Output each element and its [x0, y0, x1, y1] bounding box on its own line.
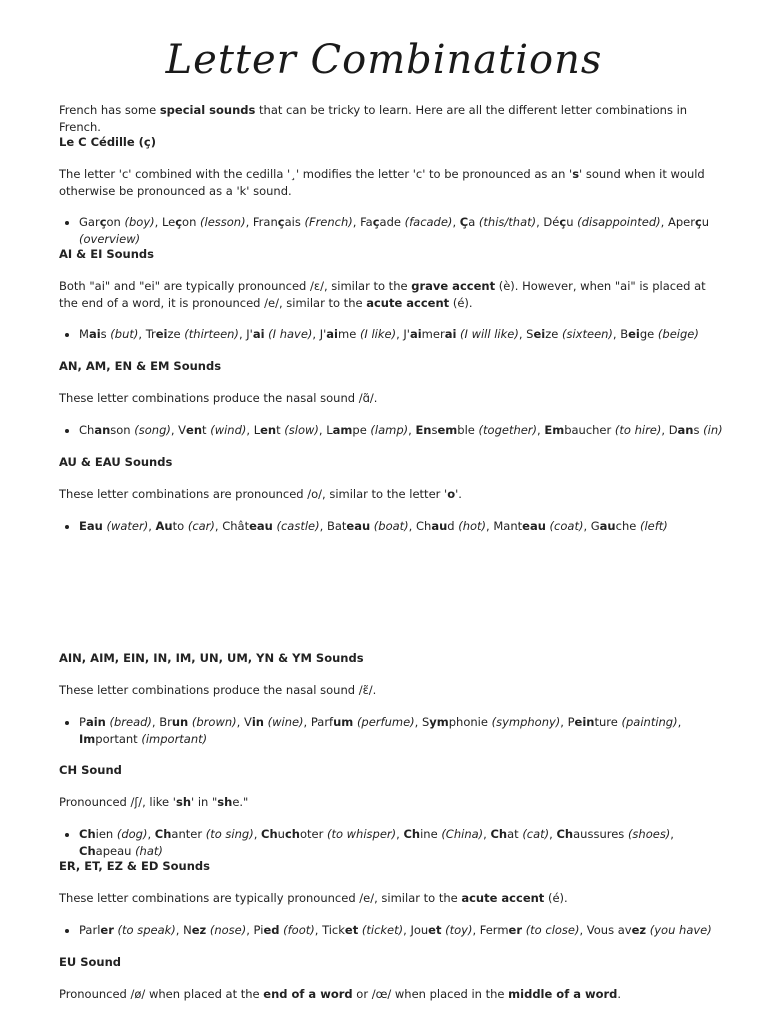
intro-text-end: that can be tricky to learn. Here are all the different letter combinations in French.	[59, 103, 688, 134]
text-segment: u	[277, 827, 285, 841]
text-segment: ture	[594, 715, 618, 729]
french-word	[254, 423, 281, 437]
translation: (to close)	[525, 923, 580, 937]
emphasis-text: ym	[429, 715, 449, 729]
translation: (beige)	[657, 327, 699, 341]
emphasis-text: et	[344, 923, 359, 937]
emphasis-text: ch	[284, 827, 300, 841]
emphasis-text: s	[572, 167, 580, 181]
translation: (painting)	[621, 715, 678, 729]
text-segment: Ch	[415, 519, 432, 533]
french-word	[490, 827, 518, 841]
emphasis-text: sh	[175, 795, 192, 809]
translation: (hot)	[458, 519, 487, 533]
text-segment: S	[421, 715, 430, 729]
examples-list	[59, 714, 729, 748]
french-word	[480, 923, 522, 937]
french-word	[322, 923, 358, 937]
text-segment: phonie	[448, 715, 488, 729]
text-segment: Gar	[79, 215, 100, 229]
text-segment: anter	[171, 827, 203, 841]
french-word	[327, 519, 370, 533]
text-segment: ze	[167, 327, 181, 341]
emphasis-text: ç	[694, 215, 702, 229]
emphasis-text: an	[677, 423, 694, 437]
emphasis-text: ei	[533, 327, 546, 341]
section-heading: CH Sound	[59, 763, 122, 777]
text-segment: These letter combinations produce the nasal sound /ɛ̃/.	[59, 683, 377, 697]
emphasis-text: er	[100, 923, 114, 937]
text-segment: Fran	[252, 215, 278, 229]
french-word	[79, 923, 114, 937]
emphasis-text: Au	[155, 519, 173, 533]
french-word	[568, 715, 618, 729]
text-segment: Vous av	[586, 923, 632, 937]
section-description	[59, 390, 709, 407]
emphasis-text: Ch	[403, 827, 421, 841]
emphasis-text: en	[260, 423, 277, 437]
section-heading: AU & EAU Sounds	[59, 455, 173, 469]
text-segment: (é).	[544, 891, 568, 905]
text-segment: at	[507, 827, 519, 841]
emphasis-text: Im	[79, 732, 96, 746]
text-segment: L	[253, 423, 261, 437]
text-segment: pe	[352, 423, 367, 437]
emphasis-text: ai	[252, 327, 265, 341]
emphasis-text: ein	[574, 715, 595, 729]
french-word	[159, 715, 188, 729]
emphasis-text: ç	[175, 215, 183, 229]
translation: (nose)	[209, 923, 247, 937]
emphasis-text: Ç	[459, 215, 469, 229]
french-word	[415, 423, 474, 437]
french-word	[320, 327, 357, 341]
text-segment: d	[447, 519, 455, 533]
text-segment: Le	[161, 215, 176, 229]
emphasis-text: Ch	[490, 827, 508, 841]
translation: (coat)	[549, 519, 584, 533]
text-segment: Fa	[360, 215, 373, 229]
translation: (boat)	[373, 519, 409, 533]
text-segment: ' sound when it would otherwise be pronounced as a 'k' sound.	[59, 167, 705, 198]
translation: (lamp)	[370, 423, 409, 437]
french-word	[79, 327, 107, 341]
translation: (foot)	[283, 923, 315, 937]
french-word	[79, 715, 106, 729]
french-word	[556, 827, 624, 841]
translation: (slow)	[284, 423, 319, 437]
text-segment: Ferm	[479, 923, 509, 937]
text-segment: M	[79, 327, 89, 341]
text-segment: L	[326, 423, 333, 437]
translation: (toy)	[445, 923, 473, 937]
emphasis-text: sh	[217, 795, 233, 809]
translation: (ticket)	[361, 923, 404, 937]
text-segment: Tick	[322, 923, 345, 937]
text-segment: Bat	[326, 519, 347, 533]
french-word	[222, 519, 273, 533]
text-segment: The letter 'c' combined with the cedilla '¸' modifies the letter 'c' to be pronounced as an '	[59, 167, 573, 181]
french-word	[254, 923, 280, 937]
text-segment: P	[79, 715, 86, 729]
emphasis-text: eau	[249, 519, 273, 533]
section-description	[59, 278, 709, 312]
french-word	[183, 923, 206, 937]
text-segment: a	[468, 215, 476, 229]
emphasis-text: Eau	[79, 519, 103, 533]
french-word	[79, 519, 103, 533]
text-segment: Aper	[667, 215, 695, 229]
french-word	[403, 827, 437, 841]
text-segment: me	[338, 327, 357, 341]
text-segment: (é).	[449, 296, 473, 310]
text-segment: t	[276, 423, 281, 437]
french-word	[79, 732, 138, 746]
section-heading: ER, ET, EZ & ED Sounds	[59, 859, 210, 873]
section-description	[59, 486, 709, 503]
translation: (dog)	[116, 827, 148, 841]
translation: (bread)	[109, 715, 152, 729]
emphasis-text: ai	[409, 327, 422, 341]
emphasis-text: end of a word	[263, 987, 353, 1001]
text-segment: u	[701, 215, 710, 229]
text-segment: Pronounced /ʃ/, like '	[59, 795, 176, 809]
translation: (left)	[639, 519, 668, 533]
emphasis-text: ez	[191, 923, 207, 937]
list-item: • Parler (to speak), Nez (nose), Pied (foot), Ticket (ticket), Jouet (toy), Fermer (to close), Vous avez (you have)	[79, 922, 729, 939]
text-segment: s	[431, 423, 438, 437]
emphasis-text: ed	[263, 923, 280, 937]
french-word	[668, 215, 709, 229]
examples-list	[59, 518, 729, 535]
french-word	[261, 827, 323, 841]
emphasis-text: in	[251, 715, 264, 729]
emphasis-text: ç	[372, 215, 380, 229]
text-segment: Chât	[222, 519, 250, 533]
translation: (boy)	[124, 215, 155, 229]
text-segment: s	[693, 423, 700, 437]
emphasis-text: ei	[155, 327, 168, 341]
section-heading: AN, AM, EN & EM Sounds	[59, 359, 222, 373]
french-word	[669, 423, 700, 437]
translation: (overview)	[79, 232, 141, 246]
emphasis-text: er	[508, 923, 523, 937]
text-segment: on	[182, 215, 197, 229]
text-segment: ine	[420, 827, 438, 841]
french-word	[587, 923, 646, 937]
section-description	[59, 682, 709, 699]
text-segment: Br	[159, 715, 172, 729]
text-segment: These letter combinations are pronounced /o/, similar to the letter '	[59, 487, 448, 501]
text-segment: to	[172, 519, 185, 533]
text-segment: ' in "	[191, 795, 218, 809]
emphasis-text: ai	[326, 327, 338, 341]
intro-text: French has some	[59, 103, 160, 117]
french-word	[544, 423, 611, 437]
french-word	[543, 215, 573, 229]
text-segment: on	[106, 215, 121, 229]
list-item: • Chanson (song), Vent (wind), Lent (slow), Lampe (lamp), Ensemble (together), Embaucher (to hire), Dans (in)	[79, 422, 729, 439]
text-segment: che	[615, 519, 637, 533]
text-segment: G	[590, 519, 600, 533]
list-item: • Chien (dog), Chanter (to sing), Chuchoter (to whisper), Chine (China), Chat (cat), Chaussures (shoes), Chapeau (hat)	[79, 826, 729, 860]
text-segment: ge	[639, 327, 655, 341]
translation: (thirteen)	[184, 327, 239, 341]
french-word	[360, 215, 401, 229]
translation: (song)	[134, 423, 171, 437]
emphasis-text: Ch	[261, 827, 278, 841]
translation: (this/that)	[478, 215, 537, 229]
translation: (castle)	[276, 519, 320, 533]
emphasis-text: Ch	[556, 827, 574, 841]
text-segment: baucher	[564, 423, 612, 437]
french-word	[79, 827, 113, 841]
text-segment: oter	[299, 827, 324, 841]
translation: (China)	[441, 827, 484, 841]
emphasis-text: Em	[544, 423, 565, 437]
emphasis-text: grave accent	[411, 279, 496, 293]
examples-list	[59, 214, 729, 248]
text-segment: Mant	[493, 519, 523, 533]
emphasis-text: au	[431, 519, 448, 533]
text-segment: Pi	[253, 923, 264, 937]
text-segment: J'	[246, 327, 253, 341]
emphasis-text: ei	[628, 327, 640, 341]
french-word	[591, 519, 637, 533]
translation: (to hire)	[614, 423, 662, 437]
french-word	[146, 327, 181, 341]
text-segment: Jou	[410, 923, 429, 937]
french-word	[162, 215, 196, 229]
emphasis-text: ai	[88, 327, 101, 341]
text-segment: Tr	[145, 327, 156, 341]
french-word	[155, 827, 202, 841]
text-segment: V	[178, 423, 187, 437]
text-segment: Pronounced /ø/ when placed at the	[59, 987, 264, 1001]
text-segment: or /œ/ when placed in the	[352, 987, 509, 1001]
french-word	[178, 423, 206, 437]
intro-bold-text: special sounds	[159, 103, 256, 117]
text-segment: Both "ai" and "ei" are typically pronounced /ɛ/, similar to the	[59, 279, 412, 293]
list-item: • Eau (water), Auto (car), Château (castle), Bateau (boat), Chaud (hot), Manteau (coat), Gauche (left)	[79, 518, 729, 535]
translation: (French)	[304, 215, 353, 229]
french-word	[246, 327, 264, 341]
examples-list	[59, 922, 729, 939]
translation: (symphony)	[491, 715, 561, 729]
translation: (shoes)	[627, 827, 671, 841]
text-segment: Parf	[310, 715, 334, 729]
emphasis-text: Ch	[154, 827, 172, 841]
text-segment: N	[183, 923, 192, 937]
translation: (I will like)	[460, 327, 519, 341]
french-word	[460, 215, 476, 229]
translation: (brown)	[191, 715, 237, 729]
list-item: • Garçon (boy), Leçon (lesson), Français (French), Façade (facade), Ça (this/that), Déçu (disappointed), Aperçu (overview)	[79, 214, 729, 248]
emphasis-text: acute accent	[366, 296, 450, 310]
french-word	[79, 215, 121, 229]
translation: (together)	[478, 423, 538, 437]
translation: (to whisper)	[326, 827, 397, 841]
examples-list	[59, 326, 729, 343]
translation: (car)	[187, 519, 215, 533]
text-segment: (è). However, when "ai" is placed at the end of a word, it is pronounced /e/, similar to the	[59, 279, 706, 310]
examples-list	[59, 826, 729, 860]
french-word	[422, 715, 488, 729]
translation: (but)	[110, 327, 139, 341]
emphasis-text: um	[333, 715, 354, 729]
section-heading: Le C Cédille (ç)	[59, 135, 157, 149]
emphasis-text: En	[415, 423, 432, 437]
section-description	[59, 890, 709, 907]
text-segment: '.	[455, 487, 462, 501]
emphasis-text: en	[186, 423, 203, 437]
text-segment: e."	[232, 795, 249, 809]
text-segment: B	[620, 327, 629, 341]
french-word	[244, 715, 264, 729]
emphasis-text: ez	[631, 923, 647, 937]
text-segment: ze	[545, 327, 559, 341]
text-segment: D	[668, 423, 678, 437]
french-word	[326, 423, 367, 437]
french-word	[156, 519, 185, 533]
text-segment: son	[110, 423, 131, 437]
translation: (lesson)	[200, 215, 246, 229]
emphasis-text: an	[94, 423, 111, 437]
text-segment: portant	[95, 732, 138, 746]
french-word	[526, 327, 558, 341]
emphasis-text: ç	[559, 215, 567, 229]
text-segment: u	[566, 215, 574, 229]
text-segment: ais	[284, 215, 301, 229]
emphasis-text: eau	[522, 519, 546, 533]
emphasis-text: middle of a word	[508, 987, 618, 1001]
text-segment: Ch	[79, 423, 95, 437]
emphasis-text: o	[447, 487, 456, 501]
text-segment: .	[617, 987, 622, 1001]
text-segment: J'	[403, 327, 410, 341]
section-description	[59, 166, 709, 200]
examples-list	[59, 422, 729, 439]
list-item: • Mais (but), Treize (thirteen), J'ai (I have), J'aime (I like), J'aimerai (I will like), Seize (sixteen), Beige (beige)	[79, 326, 729, 343]
translation: (water)	[106, 519, 149, 533]
translation: (sixteen)	[562, 327, 613, 341]
emphasis-text: ai	[444, 327, 457, 341]
translation: (cat)	[522, 827, 550, 841]
emphasis-text: un	[171, 715, 189, 729]
translation: (you have)	[649, 923, 712, 937]
translation: (to speak)	[117, 923, 176, 937]
emphasis-text: acute accent	[461, 891, 545, 905]
text-segment: apeau	[95, 844, 132, 858]
translation: (perfume)	[356, 715, 415, 729]
text-segment: V	[243, 715, 252, 729]
emphasis-text: ç	[277, 215, 285, 229]
translation: (wine)	[267, 715, 304, 729]
text-segment: ble	[457, 423, 475, 437]
text-segment: mer	[421, 327, 445, 341]
text-segment: ade	[379, 215, 401, 229]
emphasis-text: au	[599, 519, 616, 533]
text-segment: P	[567, 715, 575, 729]
french-word	[493, 519, 546, 533]
french-word	[620, 327, 654, 341]
emphasis-text: ç	[99, 215, 107, 229]
section-description	[59, 794, 709, 811]
list-item: • Pain (bread), Brun (brown), Vin (wine), Parfum (perfume), Symphonie (symphony), Peinture (painting), Important (important)	[79, 714, 729, 748]
translation: (I like)	[359, 327, 397, 341]
french-word	[403, 327, 456, 341]
translation: (I have)	[268, 327, 313, 341]
page-title: Letter Combinations	[165, 37, 603, 83]
text-segment: These letter combinations produce the nasal sound /ɑ̃/.	[59, 391, 378, 405]
french-word	[253, 215, 301, 229]
section-description	[59, 986, 709, 1003]
text-segment: s	[100, 327, 107, 341]
text-segment: aussures	[573, 827, 625, 841]
emphasis-text: Ch	[79, 844, 96, 858]
translation: (disappointed)	[577, 215, 661, 229]
emphasis-text: em	[437, 423, 458, 437]
emphasis-text: Ch	[79, 827, 96, 841]
text-segment: S	[526, 327, 534, 341]
translation: (facade)	[404, 215, 453, 229]
french-word	[416, 519, 455, 533]
translation: (wind)	[210, 423, 247, 437]
text-segment: ien	[95, 827, 114, 841]
section-heading: AIN, AIM, EIN, IN, IM, UN, UM, YN & YM Sounds	[59, 651, 364, 665]
section-heading: EU Sound	[59, 955, 121, 969]
emphasis-text: eau	[346, 519, 371, 533]
text-segment: t	[202, 423, 207, 437]
french-word	[410, 923, 441, 937]
intro-paragraph	[59, 102, 709, 136]
text-segment: Dé	[543, 215, 560, 229]
text-segment: J'	[319, 327, 327, 341]
translation: (hat)	[135, 844, 163, 858]
text-segment: These letter combinations are typically pronounced /e/, similar to the	[59, 891, 462, 905]
translation: (to sing)	[205, 827, 254, 841]
french-word	[311, 715, 353, 729]
text-segment: Parl	[79, 923, 101, 937]
translation: (in)	[703, 423, 723, 437]
french-word	[79, 844, 131, 858]
emphasis-text: et	[428, 923, 442, 937]
section-heading: AI & EI Sounds	[59, 247, 154, 261]
french-word	[79, 423, 131, 437]
emphasis-text: am	[332, 423, 353, 437]
emphasis-text: ain	[85, 715, 106, 729]
translation: (important)	[141, 732, 208, 746]
